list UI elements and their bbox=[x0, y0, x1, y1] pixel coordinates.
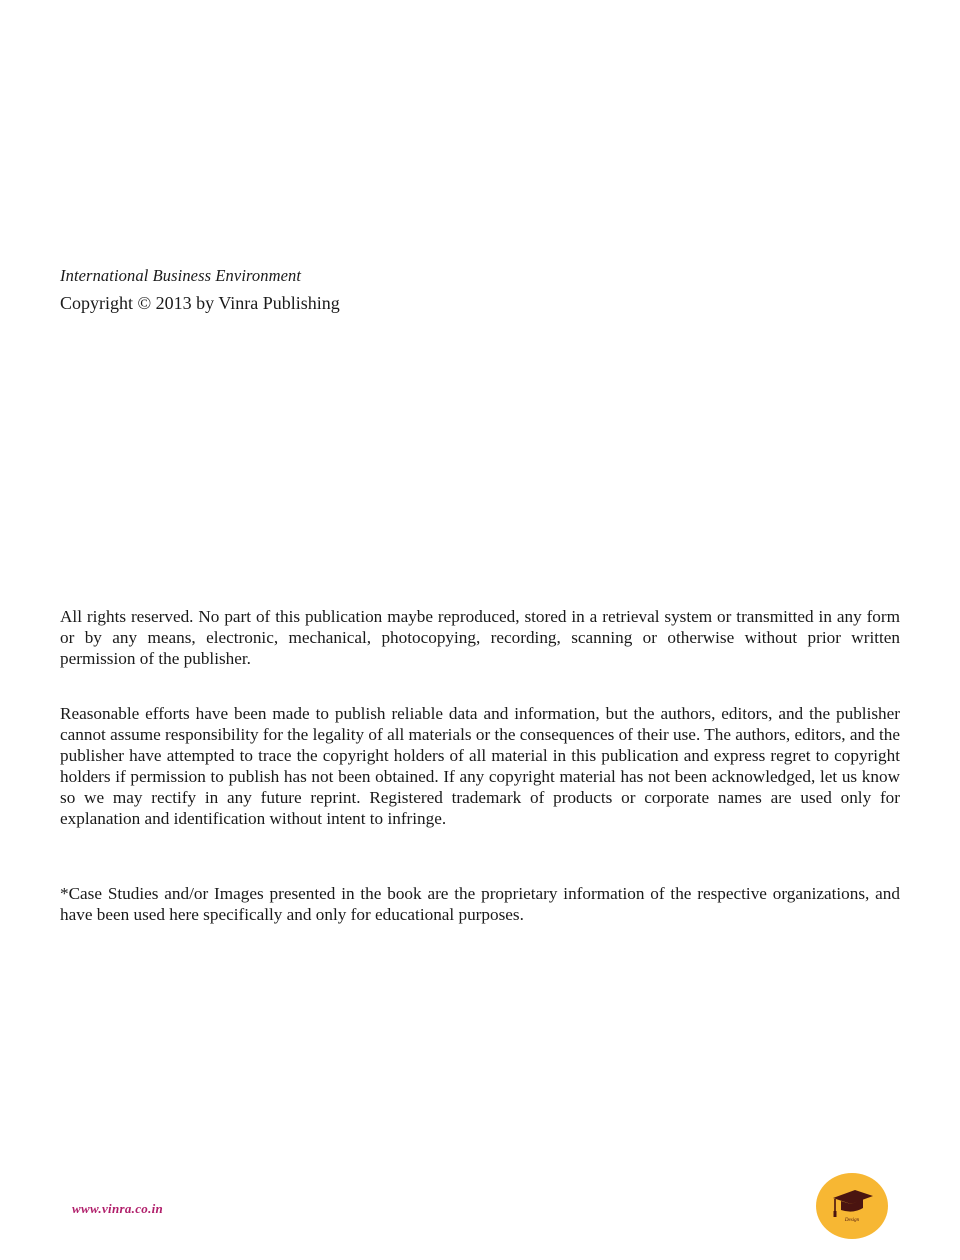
publisher-logo bbox=[816, 1173, 888, 1239]
footer-url: www.vinra.co.in bbox=[72, 1201, 164, 1216]
case-studies-paragraph: *Case Studies and/or Images presented in the book are the proprietary information of the respective organizations, and have been used here specifically and only for educational purposes. bbox=[60, 884, 900, 924]
book-title: International Business Environment bbox=[60, 266, 302, 285]
disclaimer-paragraph: Reasonable efforts have been made to publish reliable data and information, but the authors, editors, and the publisher cannot assume responsibility for the legality of all materials or the consequences of their use. The authors, editors, and the publisher have attempted to trace the copyright holders of all material in this publication and express regret to copyright holders if permission to publish has not been obtained. If any copyright material has not been acknowledged, let us know so we may rectify in any future reprint. Registered trademark of products or corporate names are used only for explanation and identification without intent to infringe. bbox=[60, 704, 900, 828]
graduation-cap-icon bbox=[829, 1186, 875, 1226]
copyright-line: Copyright © 2013 by Vinra Publishing bbox=[60, 293, 340, 313]
svg-text:Design: Design bbox=[844, 1218, 860, 1223]
rights-paragraph: All rights reserved. No part of this publication maybe reproduced, stored in a retrieval system or transmitted in any form or by any means, electronic, mechanical, photocopying, recording, scanning or otherwise without prior written permission of the publisher. bbox=[60, 607, 900, 668]
